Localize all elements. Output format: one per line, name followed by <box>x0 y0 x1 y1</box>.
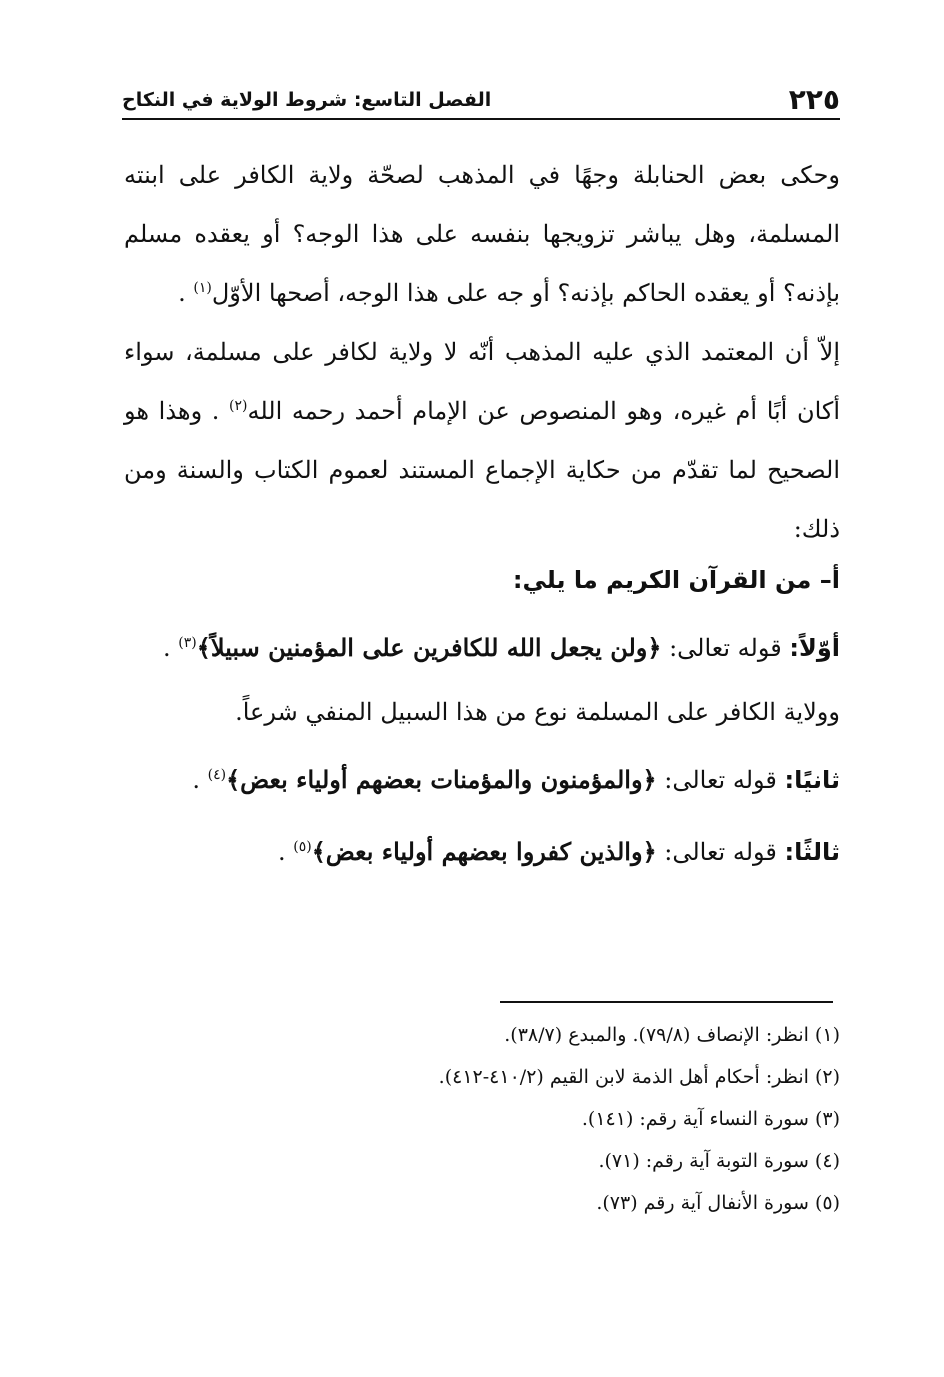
evidence-third-verse: ﴿والذين كفروا بعضهم أولياء بعض﴾ <box>311 837 657 866</box>
running-header <box>122 84 840 120</box>
footnotes <box>124 1014 840 1224</box>
chapter-title: الفصل التاسع: شروط الولاية في النكاح <box>122 89 492 111</box>
footnote-ref-2: (٢) <box>229 398 248 414</box>
paragraph-2-text-b: . وهذا هو الصحيح لما تقدّم من حكاية الإجماع المستند لعموم الكتاب والسنة ومن ذلك: <box>124 397 840 543</box>
section-heading: أ– من القرآن الكريم ما يلي: <box>512 566 840 594</box>
footnote-3: (٣) سورة النساء آية رقم: (١٤١). <box>581 1108 840 1130</box>
footnote-ref-4: (٤) <box>207 767 227 783</box>
evidence-first-verse: ﴿ولن يجعل الله للكافرين على المؤمنين سبيلاً﴾ <box>196 633 662 662</box>
footnote-4: (٤) سورة التوبة آية رقم: (٧١). <box>598 1150 840 1172</box>
paragraph-1 <box>124 146 840 323</box>
evidence-third-end: . <box>277 838 294 866</box>
footnote-ref-5: (٥) <box>293 839 312 855</box>
paragraph-1-end: . <box>178 279 194 307</box>
evidence-first-end: . <box>163 634 179 662</box>
main-text <box>124 146 840 559</box>
footnote-5: (٥) سورة الأنفال آية رقم (٧٣). <box>596 1192 840 1214</box>
paragraph-2-text-a: إلاّ أن المعتمد الذي عليه المذهب أنّه لا ولاية لكافر على مسلمة، سواء أكان أبًا أم غيره، وهو المنصوص عن الإمام أحمد رحمه الله <box>124 338 840 425</box>
evidence-third-intro: قوله تعالى: <box>656 838 785 866</box>
evidence-first-comment: وولاية الكافر على المسلمة نوع من هذا السبيل المنفي شرعاً. <box>235 698 840 726</box>
evidence-first-label: أوّلاً: <box>789 634 840 662</box>
evidence-second-verse: ﴿والمؤمنون والمؤمنات بعضهم أولياء بعض﴾ <box>226 765 657 794</box>
evidence-second-intro: قوله تعالى: <box>656 766 785 794</box>
footnote-2: (٢) انظر: أحكام أهل الذمة لابن القيم (٤١٠/٢-٤١٢). <box>438 1066 840 1088</box>
paragraph-2 <box>124 323 840 559</box>
evidence-second <box>124 760 840 800</box>
evidence-second-end: . <box>192 766 208 794</box>
evidence-third <box>124 832 840 872</box>
footnote-ref-3: (٣) <box>178 635 197 651</box>
evidence-second-label: ثانيًا: <box>784 766 840 794</box>
evidence-first-intro: قوله تعالى: <box>661 634 790 662</box>
paragraph-1-text: وحكى بعض الحنابلة وجهًا في المذهب لصحّة ولاية الكافر على ابنته المسلمة، وهل يباشر تزويجها بنفسه على هذا الوجه؟ أو يعقده مسلم بإذنه؟ أو يعقده الحاكم بإذنه؟ أو جه على هذا الوجه، أصحها الأوّل <box>124 161 840 307</box>
evidence-first <box>124 628 840 668</box>
page-number: ٢٢٥ <box>788 83 840 116</box>
evidence-third-label: ثالثًا: <box>784 838 840 866</box>
footnote-ref-1: (١) <box>193 280 212 296</box>
footnote-1: (١) انظر: الإنصاف (٧٩/٨). والمبدع (٣٨/٧). <box>504 1024 840 1046</box>
footnote-separator <box>500 1001 833 1003</box>
